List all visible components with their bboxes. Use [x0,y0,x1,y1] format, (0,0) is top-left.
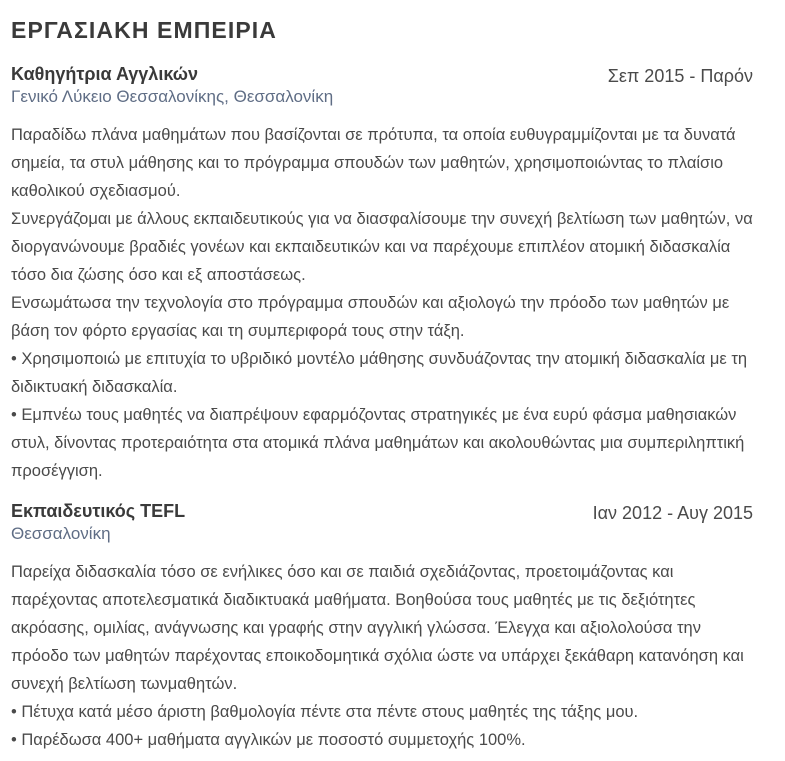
job-header [11,62,753,86]
job-title: Εκπαιδευτικός TEFL [11,501,186,521]
description-paragraph: Παραδίδω πλάνα μαθημάτων που βασίζονται σε πρότυπα, τα οποία ευθυγραμμίζονται με τα δυνατά σημεία, τα στυλ μάθησης και το πρόγραμμα σπουδών των μαθητών, χρησιμοποιώντας το πλαίσιο καθολικού σχεδιασμού. [11,126,736,200]
achievement-bullet: • Χρησιμοποιώ με επιτυχία το υβριδικό μοντέλο μάθησης συνδυάζοντας την ατομική διδασκαλία με τη διδικτυακή διδασκαλία. [11,350,748,396]
job-header [11,499,753,523]
description-paragraph: Ενσωμάτωσα την τεχνολογία στο πρόγραμμα σπουδών και αξιολογώ την πρόοδο των μαθητών με βάση τον φόρτο εργασίας και τη συμπεριφορά τους στην τάξη. [11,294,730,340]
job-description [11,558,756,754]
job-dates: Ιαν 2012 - Αυγ 2015 [592,503,753,523]
job-employer: Γενικό Λύκειο Θεσσαλονίκης, Θεσσαλονίκη [11,87,334,106]
job-entry [11,499,753,754]
achievement-bullet: • Παρέδωσα 400+ μαθήματα αγγλικών με ποσοστό συμμετοχής 100%. [11,731,526,749]
description-paragraph: Παρείχα διδασκαλία τόσο σε ενήλικες όσο και σε παιδιά σχεδιάζοντας, προετοιμάζοντας και παρέχοντας αποτελεσματικά διαδικτυακά μαθήματα. Βοηθούσα τους μαθητές με τις δεξιότητες ακρόασης, ομιλίας, ανάγνωσης και γραφής στην αγγλική γλώσσα. Έλεγχα και αξιολολούσα την πρόοδο των μαθητών παρέχοντας εποικοδομητικά σχόλια ώστε να υπάρχει ξεκάθαρη κατανόηση και συνεχή βελτίωση τωνμαθητών. [11,563,744,693]
description-paragraph: Συνεργάζομαι με άλλους εκπαιδευτικούς για να διασφαλίσουμε την συνεχή βελτίωση των μαθητών, να διοργανώνουμε βραδιές γονέων και εκπαιδευτικών και να παρέχουμε επιπλέον ατομική διδασκαλία τόσο δια ζώσης όσο και εξ αποστάσεως. [11,210,753,284]
achievement-bullet: • Εμπνέω τους μαθητές να διαπρέψουν εφαρμόζοντας στρατηγικές με ένα ευρύ φάσμα μαθησιακών στυλ, δίνοντας προτεραιότητα στα ατομικά πλάνα μαθημάτων και ακολουθώντας μια συμπεριληπτική προσέγγιση. [11,406,745,480]
job-description [11,121,756,485]
job-entry [11,62,753,485]
job-title: Καθηγήτρια Αγγλικών [11,64,198,84]
job-employer: Θεσσαλονίκη [11,524,111,543]
section-title: ΕΡΓΑΣΙΑΚΗ ΕΜΠΕΙΡΙΑ [11,17,278,43]
job-dates: Σεπ 2015 - Παρόν [607,66,753,86]
achievement-bullet: • Πέτυχα κατά μέσο άριστη βαθμολογία πέντε στα πέντε στους μαθητές της τάξης μου. [11,703,639,721]
